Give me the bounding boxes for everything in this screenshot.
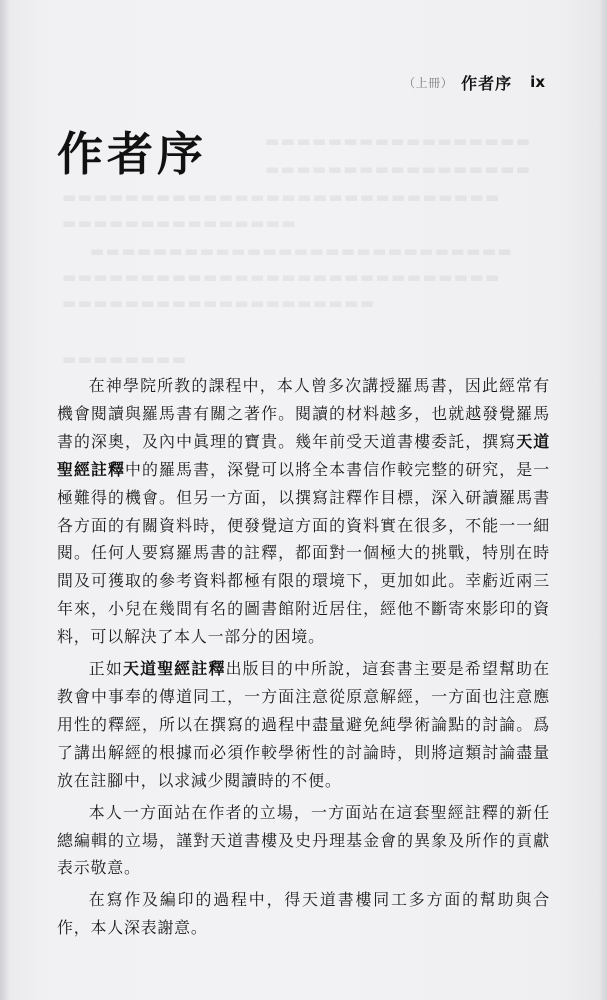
paragraph-text: 在神學院所教的課程中，本人曾多次講授羅馬書，因此經常有機會閱讀與羅馬書有關之著作。閱讀的材料越多，也就越發覺羅馬書的深奧，及內中眞理的寶貴。幾年前受天道書樓委託，撰寫 (57, 376, 550, 451)
bleed-through: ▬▬▬▬▬▬▬▬▬▬▬▬▬▬▬▬▬▬▬▬▬▬▬▬▬▬▬ (90, 242, 514, 260)
bleed-through: ▬▬▬▬▬▬▬▬▬▬▬▬▬▬▬ (62, 214, 298, 232)
paragraph-text: 出版目的中所說，這套書主要是希望幫助在教會中事奉的傳道同工，一方面注意從原意解經，一方面也注意應用性的釋經，所以在撰寫的過程中盡量避免純學術論點的討論。爲了講出解經的根據而必須作較學術性的討論時，則將這類討論盡量放在註腳中，以求減少閱讀時的不便。 (57, 659, 551, 790)
bleed-through: ▬▬▬▬▬▬▬▬▬▬▬▬▬▬▬▬▬▬▬▬▬▬▬▬▬▬▬▬ (62, 188, 501, 206)
header-section-title: 作者序 (461, 73, 513, 93)
paragraph-text: 中的羅馬書，深覺可以將全本書信作較完整的研究，是一極難得的機會。但另一方面，以撰寫註釋作目標，深入研讀羅馬書各方面的有關資料時，便發覺這方面的資料實在很多，不能一一細閱。任何人要寫羅馬書的註釋，都面對一個極大的挑戰，特別在時間及可獲取的參考資料都極有限的環境下，更加如此。幸虧近兩三年來，小兒在幾間有名的圖書館附近居住，經他不斷寄來影印的資料，可以解決了本人一部分的困境。 (57, 459, 551, 647)
bleed-through: ▬▬▬▬▬▬▬▬▬▬▬▬▬▬▬▬▬▬▬▬▬▬▬▬▬▬▬▬ (62, 268, 501, 286)
book-series-title: 天道聖經註釋 (123, 659, 226, 679)
page-edge-shadow-left (0, 0, 10, 1000)
paragraph (57, 372, 550, 651)
paragraph (57, 655, 550, 795)
paragraph-text: 正如 (88, 659, 123, 679)
paragraph: 本人一方面站在作者的立場，一方面站在這套聖經註釋的新任總編輯的立場，謹對天道書樓及史丹理基金會的異象及所作的貢獻表示敬意。 (57, 802, 550, 878)
body-text (57, 372, 550, 942)
page-edge-shadow-right (599, 0, 607, 1000)
header-volume-label: （上冊） (403, 75, 454, 90)
page-number: ix (530, 73, 545, 91)
book-series-title: 天道聖經註釋 (57, 431, 550, 479)
running-header (403, 70, 545, 94)
paragraph: 在寫作及編印的過程中，得天道書樓同工多方面的幫助與合作，本人深表謝意。 (57, 890, 550, 938)
bleed-through: ▬▬▬▬▬▬▬▬ (62, 350, 188, 368)
bleed-through: ▬▬▬▬▬▬▬▬▬▬▬▬▬▬▬▬▬▬▬▬ (62, 294, 376, 312)
bleed-through: ▬▬▬▬▬▬▬▬▬▬▬▬▬▬▬▬▬ (265, 132, 532, 150)
chapter-title: 作者序 (57, 127, 207, 181)
bleed-through: ▬▬▬▬▬▬▬▬▬▬▬▬▬▬▬▬▬ (265, 160, 532, 178)
